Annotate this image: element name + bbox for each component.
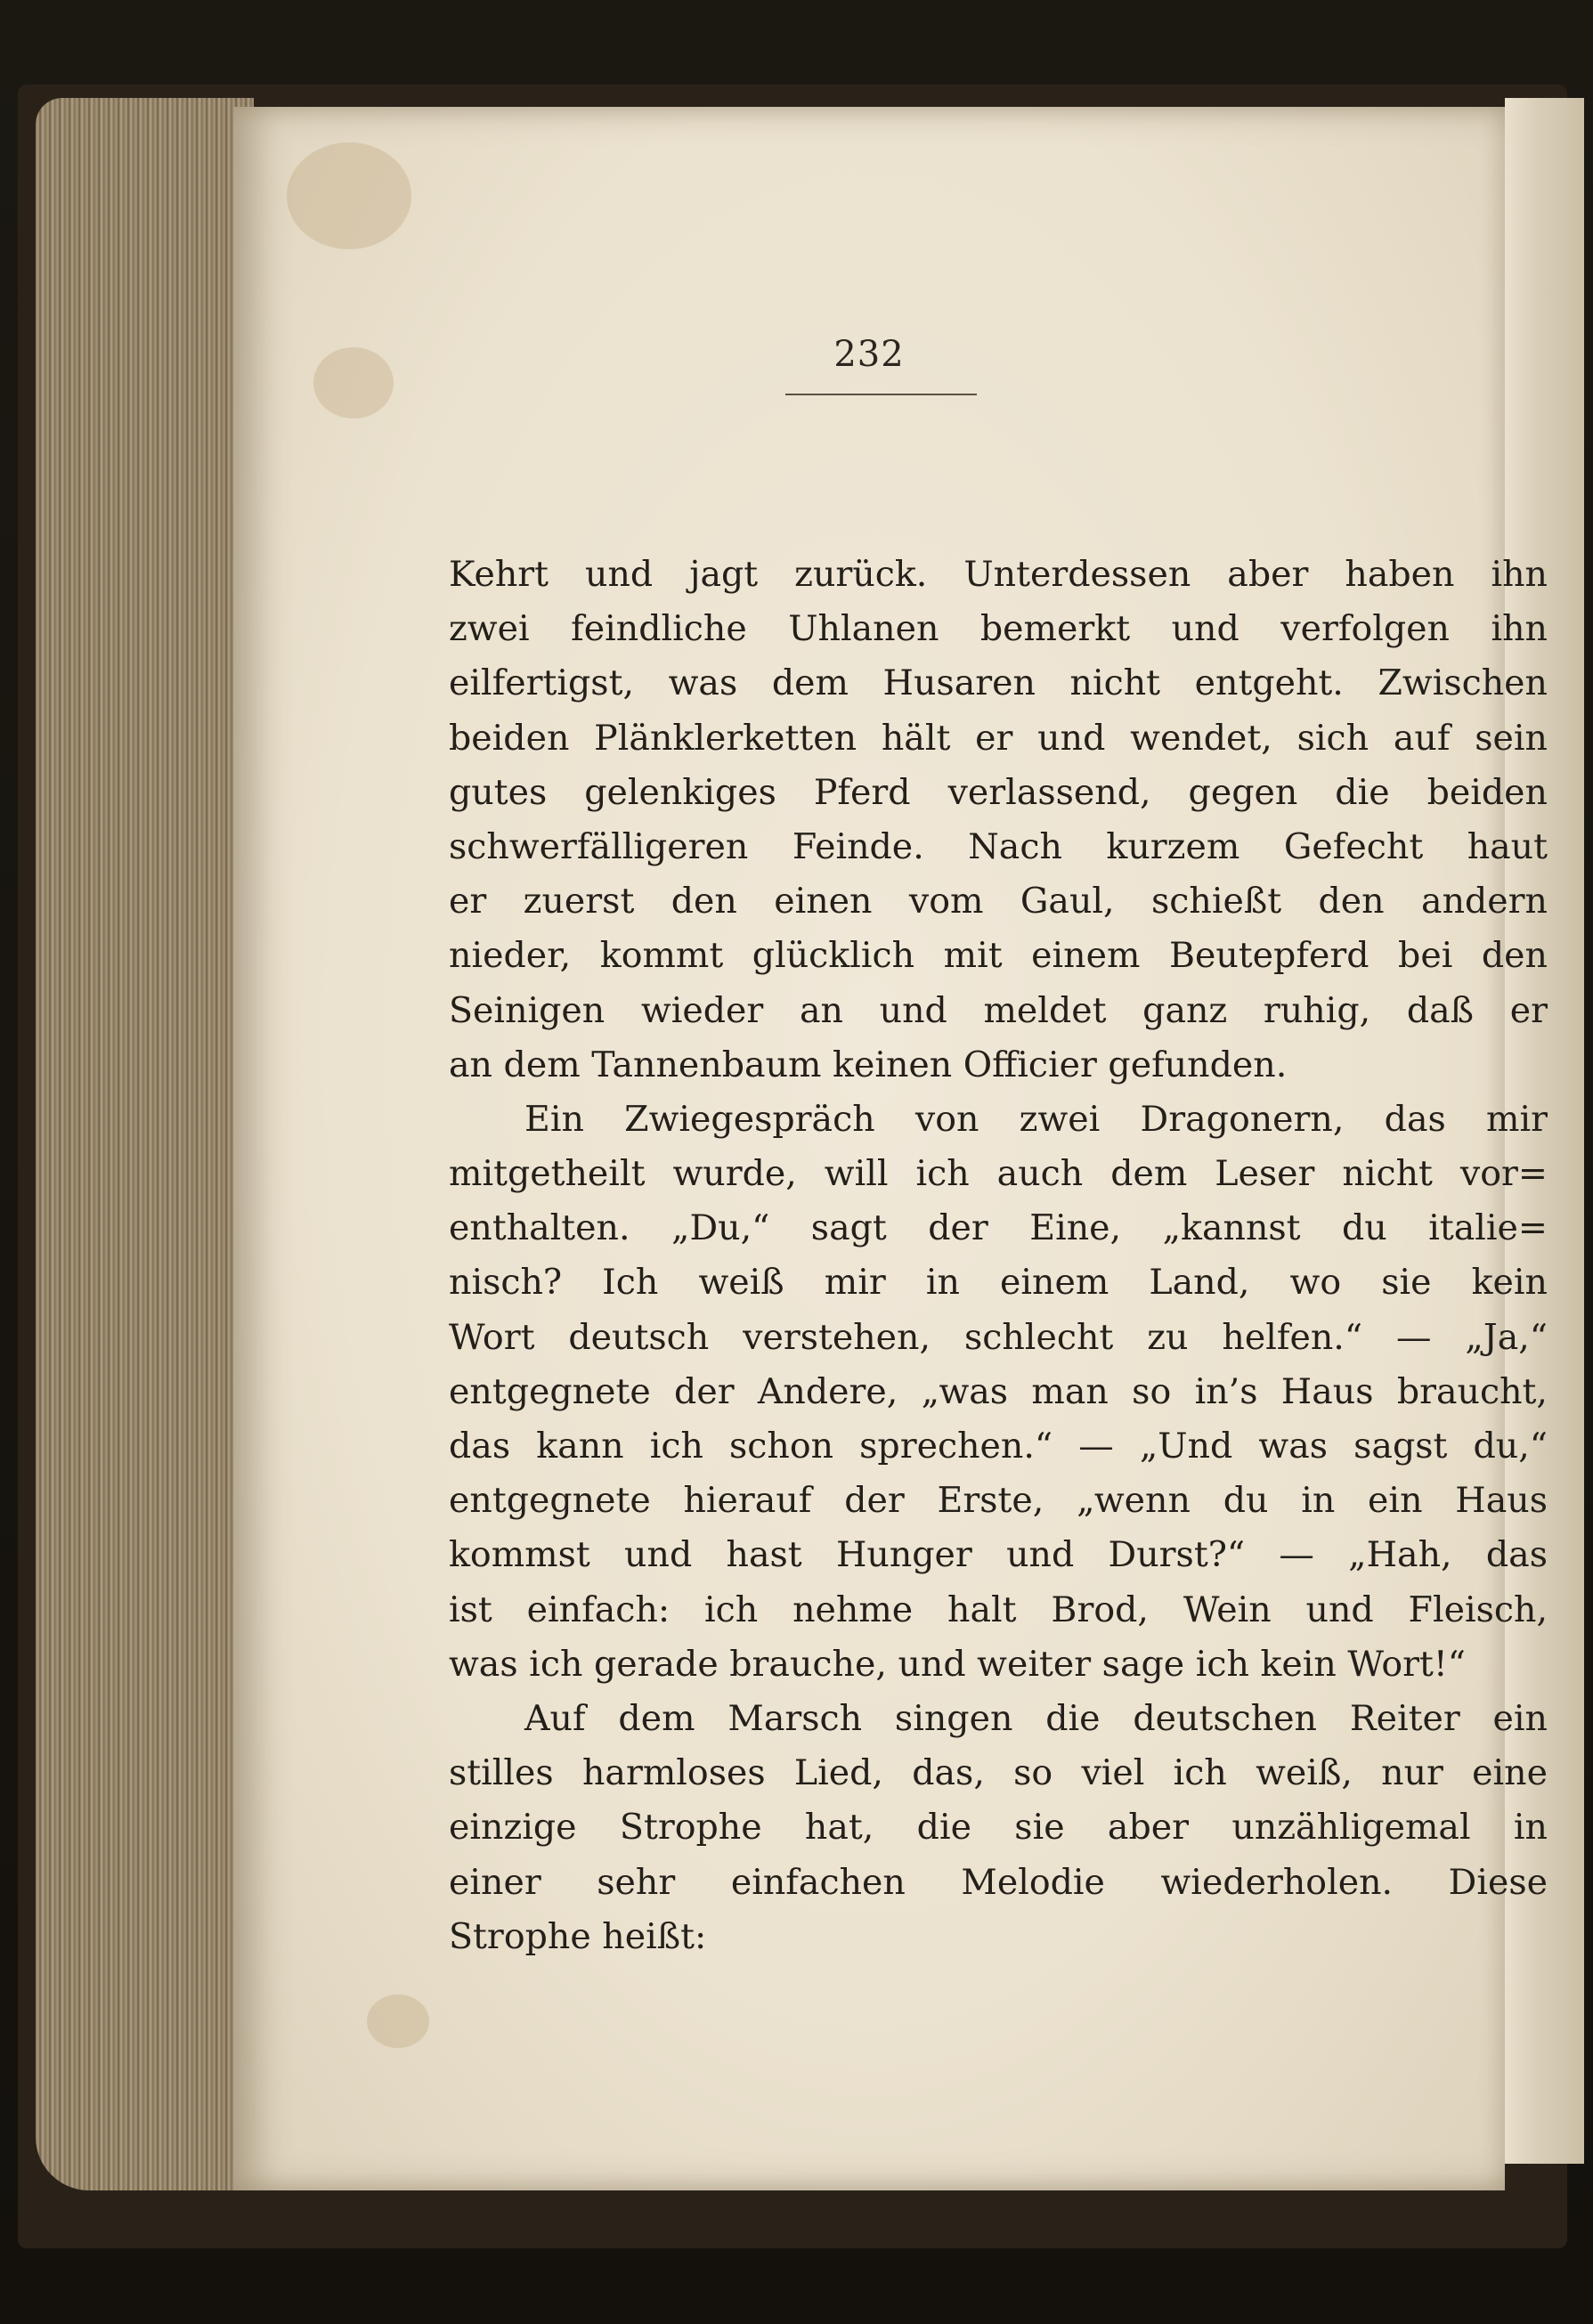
text-line: stilles harmloses Lied, das, so viel ich weiß, nur eine	[449, 1752, 1548, 1794]
text-line: zwei feindliche Uhlanen bemerkt und verfolgen ihn	[449, 608, 1548, 650]
text-line: Ein Zwiegespräch von zwei Dragonern, das mir	[524, 1098, 1548, 1140]
text-line: Auf dem Marsch singen die deutschen Reiter ein	[524, 1697, 1548, 1739]
text-line: enthalten. „Du,“ sagt der Eine, „kannst du italie=	[449, 1207, 1548, 1249]
text-line: beiden Plänklerketten hält er und wendet, sich auf sein	[449, 717, 1548, 759]
page-number: 232	[833, 334, 905, 375]
text-line: entgegnete der Andere, „was man so in’s Haus braucht,	[449, 1370, 1548, 1412]
paper-stain	[287, 142, 411, 249]
text-line: einzige Strophe hat, die sie aber unzähligemal in	[449, 1807, 1548, 1849]
header-rule	[785, 394, 977, 395]
text-line: eilfertigst, was dem Husaren nicht entgeht. Zwischen	[449, 662, 1548, 704]
text-line: was ich gerade brauche, und weiter sage ich kein Wort!“	[449, 1643, 1466, 1685]
text-line: entgegnete hierauf der Erste, „wenn du in ein Haus	[449, 1480, 1548, 1522]
body-text	[449, 548, 1548, 1964]
text-line: er zuerst den einen vom Gaul, schießt den andern	[449, 881, 1548, 922]
text-line: nieder, kommt glücklich mit einem Beutepferd bei den	[449, 935, 1548, 977]
book-page	[233, 107, 1548, 2190]
text-line: kommst und hast Hunger und Durst?“ — „Hah, das	[449, 1534, 1548, 1576]
text-line: Kehrt und jagt zurück. Unterdessen aber haben ihn	[449, 554, 1548, 595]
text-line: Wort deutsch verstehen, schlecht zu helfen.“ — „Ja,“	[449, 1316, 1548, 1358]
text-line: an dem Tannenbaum keinen Officier gefunden.	[449, 1044, 1288, 1085]
paper-stain	[367, 1995, 429, 2048]
text-line: gutes gelenkiges Pferd verlassend, gegen die beiden	[449, 771, 1548, 813]
text-line: mitgetheilt wurde, will ich auch dem Leser nicht vor=	[449, 1153, 1548, 1195]
text-line: einer sehr einfachen Melodie wiederholen. Diese	[449, 1861, 1548, 1903]
text-line: Seinigen wieder an und meldet ganz ruhig, daß er	[449, 989, 1548, 1031]
text-line: schwerfälligeren Feinde. Nach kurzem Gefecht haut	[449, 825, 1548, 867]
text-line: nisch? Ich weiß mir in einem Land, wo sie kein	[449, 1262, 1548, 1304]
page-edges-left	[36, 98, 254, 2190]
text-line: das kann ich schon sprechen.“ — „Und was sagst du,“	[449, 1426, 1548, 1467]
text-line: ist einfach: ich nehme halt Brod, Wein und Fleisch,	[449, 1589, 1548, 1630]
text-line: Strophe heißt:	[449, 1915, 707, 1957]
